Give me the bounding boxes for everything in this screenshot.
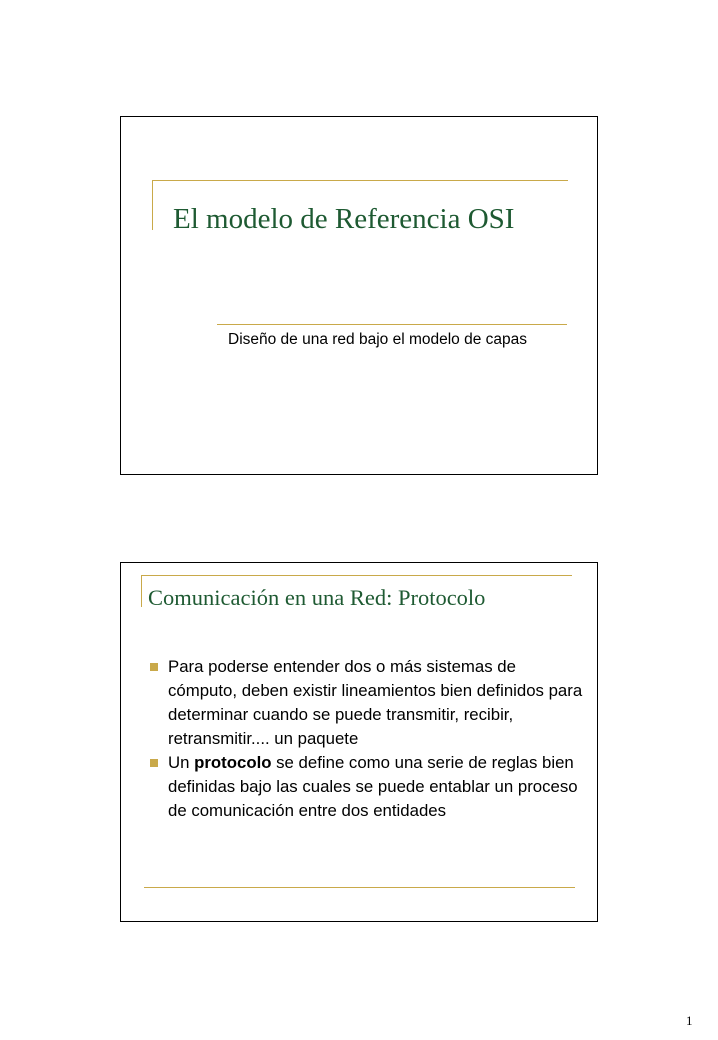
bullet-list: [147, 655, 587, 823]
bullet-bold-term: protocolo: [194, 753, 272, 772]
title-side-rule: [141, 575, 142, 607]
title-side-rule: [152, 180, 153, 230]
slide-1: [120, 116, 598, 475]
title-top-rule: [152, 180, 568, 181]
bottom-rule: [144, 887, 575, 888]
bullet-suffix: se define como una serie de reglas bien definidas bajo las cuales se puede entablar un proceso de comunicación entre dos entidades: [168, 753, 578, 820]
page-number: 1: [686, 1013, 693, 1028]
bullet-prefix: Un: [168, 753, 195, 772]
slide-2-title: Comunicación en una Red: Protocolo: [148, 585, 486, 610]
square-bullet-icon: [150, 663, 158, 671]
slide-1-subtitle: Diseño de una red bajo el modelo de capas: [228, 331, 528, 348]
slide-1-title: El modelo de Referencia OSI: [173, 203, 515, 235]
slide-2: [120, 562, 598, 922]
title-top-rule: [141, 575, 572, 576]
bullet-text: Para poderse entender dos o más sistemas de cómputo, deben existir lineamientos bien definidos para determinar cuando se puede transmitir, recibir, retransmitir.... un paquete: [168, 657, 583, 748]
subtitle-rule: [217, 324, 567, 325]
square-bullet-icon: [150, 759, 158, 767]
bullet-item: [147, 751, 587, 823]
bullet-item: [147, 655, 587, 751]
